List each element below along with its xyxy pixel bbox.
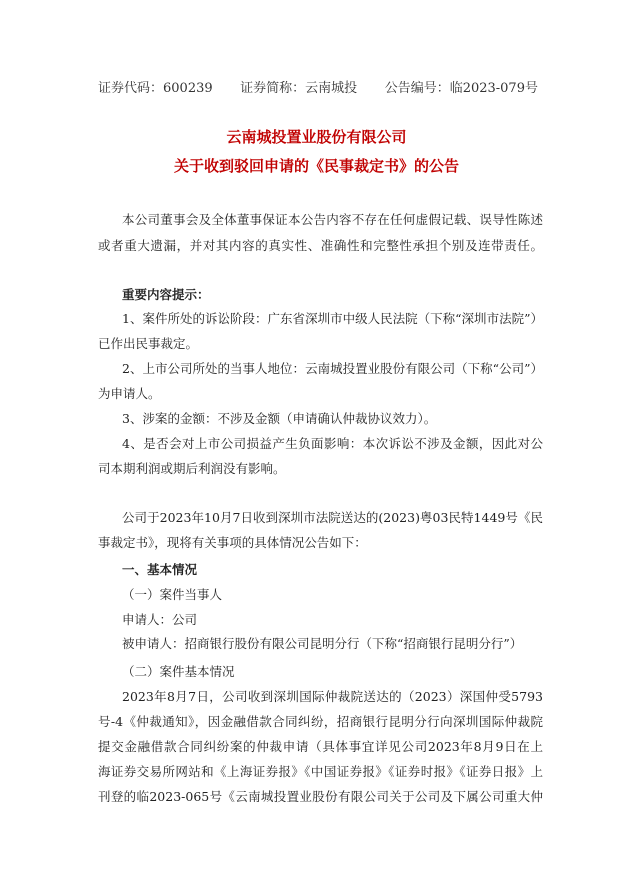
applicant-line: 申请人：公司 [122,612,198,627]
respondent-line: 被申请人：招商银行股份有限公司昆明分行（下称“招商银行昆明分行”） [122,636,523,651]
intro-line-2: 事裁定书》，现将有关事项的具体情况公告如下： [98,535,367,550]
subsection-case-details: （二）案件基本情况 [122,664,235,679]
stock-short-name: 证券简称：云南城投 [240,81,358,96]
key-point-2-line-2: 为申请人。 [98,386,161,401]
notice-number: 公告编号：临2023-079号 [384,81,538,96]
case-body-line-4: 海证券交易所网站和《上海证券报》《中国证券报》《证券时报》《证券日报》上 [98,764,543,779]
key-point-1-line-2: 已作出民事裁定。 [98,336,199,351]
key-point-4-line-2: 司本期利润或期后利润没有影响。 [98,461,286,476]
case-body-line-2: 号-4《仲裁通知》，因金融借款合同纠纷，招商银行昆明分行向深圳国际仲裁院 [98,714,543,729]
document-header [98,77,538,96]
case-body-line-5: 刊登的临2023-065号《云南城投置业股份有限公司关于公司及下属公司重大仲 [98,789,543,804]
company-title: 云南城投置业股份有限公司 [226,128,407,146]
section-basic-info-heading: 一、基本情况 [122,562,198,577]
announcement-title: 关于收到驳回申请的《民事裁定书》的公告 [173,157,459,175]
case-body-line-1: 2023年8月7日，公司收到深圳国际仲裁院送达的（2023）深国仲受5793 [122,689,543,704]
case-body-line-3: 提交金融借款合同纠纷案的仲裁申请（具体事宜详见公司2023年8月9日在上 [98,739,543,754]
intro-line-1: 公司于2023年10月7日收到深圳市法院送达的(2023)粤03民特1449号《民 [122,510,543,525]
subsection-parties: （一）案件当事人 [122,587,223,602]
board-statement-line-2: 或者重大遗漏，并对其内容的真实性、准确性和完整性承担个别及连带责任。 [98,238,543,253]
key-point-4-line-1: 4、是否会对上市公司损益产生负面影响：本次诉讼不涉及金额，因此对公 [122,436,543,451]
key-points-heading: 重要内容提示： [122,287,210,302]
board-statement-line-1: 本公司董事会及全体董事保证本公告内容不存在任何虚假记载、误导性陈述 [122,212,543,227]
key-point-1-line-1: 1、案件所处的诉讼阶段：广东省深圳市中级人民法院（下称“深圳市法院”） [122,311,543,326]
stock-code: 证券代码：600239 [98,81,213,96]
key-point-3: 3、涉案的金额：不涉及金额（申请确认仲裁协议效力）。 [122,411,437,426]
key-point-2-line-1: 2、上市公司所处的当事人地位：云南城投置业股份有限公司（下称“公司”） [122,361,543,376]
